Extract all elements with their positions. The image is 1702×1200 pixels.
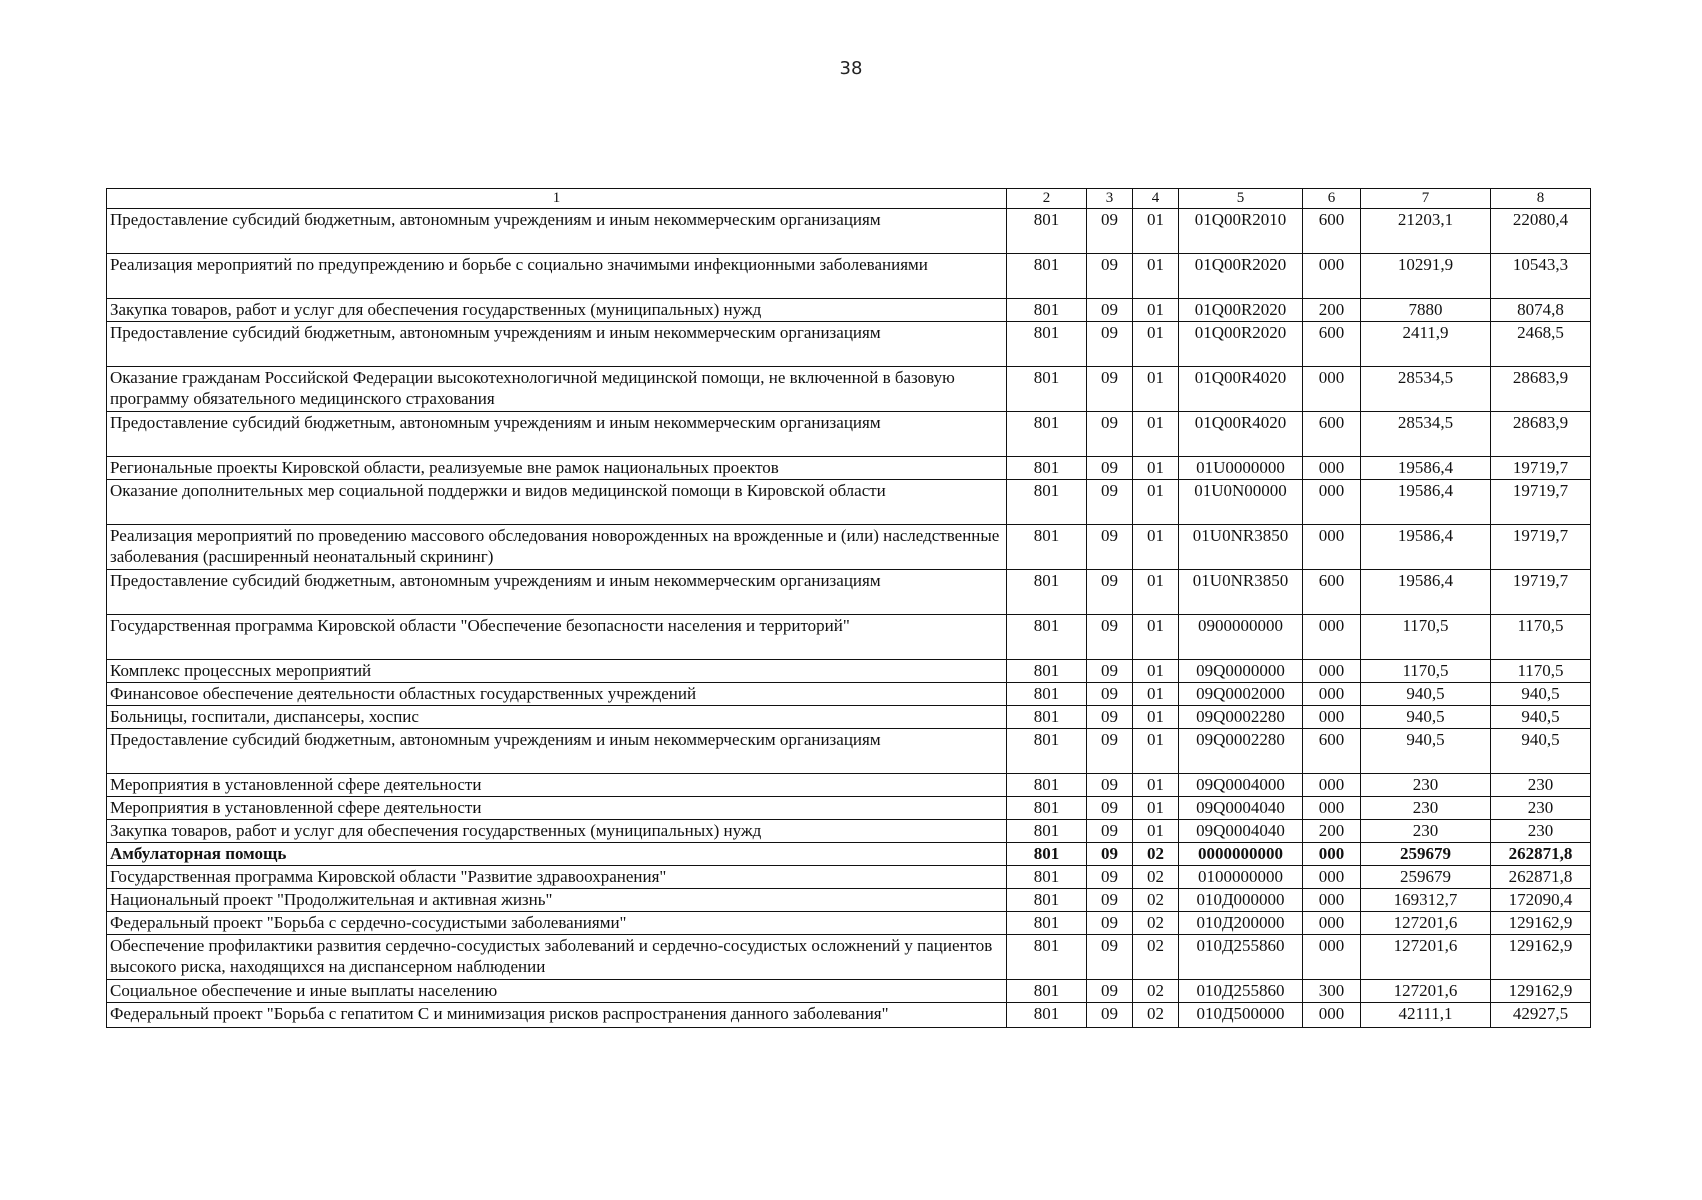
ministry-code-cell: 801 bbox=[1007, 299, 1087, 322]
expense-type-cell: 000 bbox=[1303, 866, 1361, 889]
ministry-code-cell: 801 bbox=[1007, 980, 1087, 1003]
row-name-cell: Федеральный проект "Борьба с гепатитом С и минимизация рисков распространения данного заболевания" bbox=[107, 1003, 1007, 1028]
section-cell: 09 bbox=[1087, 322, 1133, 367]
subsection-cell: 01 bbox=[1133, 480, 1179, 525]
section-cell: 09 bbox=[1087, 412, 1133, 457]
table-row bbox=[107, 889, 1591, 912]
expense-type-cell: 000 bbox=[1303, 480, 1361, 525]
section-cell: 09 bbox=[1087, 660, 1133, 683]
expense-type-cell: 600 bbox=[1303, 209, 1361, 254]
subsection-cell: 01 bbox=[1133, 525, 1179, 570]
amount-year1-cell: 28534,5 bbox=[1361, 412, 1491, 457]
section-cell: 09 bbox=[1087, 889, 1133, 912]
amount-year1-cell: 230 bbox=[1361, 797, 1491, 820]
section-cell: 09 bbox=[1087, 367, 1133, 412]
section-cell: 09 bbox=[1087, 866, 1133, 889]
expense-type-cell: 600 bbox=[1303, 412, 1361, 457]
amount-year2-cell: 262871,8 bbox=[1491, 843, 1591, 866]
row-name-cell: Больницы, госпитали, диспансеры, хоспис bbox=[107, 706, 1007, 729]
table-row bbox=[107, 1003, 1591, 1028]
section-cell: 09 bbox=[1087, 980, 1133, 1003]
amount-year2-cell: 230 bbox=[1491, 797, 1591, 820]
section-cell: 09 bbox=[1087, 1003, 1133, 1028]
amount-year2-cell: 129162,9 bbox=[1491, 912, 1591, 935]
table-row bbox=[107, 480, 1591, 525]
row-name-cell: Социальное обеспечение и иные выплаты населению bbox=[107, 980, 1007, 1003]
table-row bbox=[107, 706, 1591, 729]
ministry-code-cell: 801 bbox=[1007, 615, 1087, 660]
amount-year1-cell: 19586,4 bbox=[1361, 480, 1491, 525]
amount-year1-cell: 127201,6 bbox=[1361, 935, 1491, 980]
row-name-cell: Региональные проекты Кировской области, реализуемые вне рамок национальных проектов bbox=[107, 457, 1007, 480]
expense-type-cell: 000 bbox=[1303, 254, 1361, 299]
expense-type-cell: 000 bbox=[1303, 797, 1361, 820]
header-cell: 6 bbox=[1303, 189, 1361, 209]
header-cell: 4 bbox=[1133, 189, 1179, 209]
amount-year2-cell: 172090,4 bbox=[1491, 889, 1591, 912]
expense-type-cell: 000 bbox=[1303, 935, 1361, 980]
target-article-cell: 01Q00R2020 bbox=[1179, 322, 1303, 367]
section-cell: 09 bbox=[1087, 254, 1133, 299]
ministry-code-cell: 801 bbox=[1007, 912, 1087, 935]
amount-year1-cell: 1170,5 bbox=[1361, 660, 1491, 683]
table-row bbox=[107, 729, 1591, 774]
expense-type-cell: 000 bbox=[1303, 1003, 1361, 1028]
row-name-cell: Оказание дополнительных мер социальной поддержки и видов медицинской помощи в Кировской области bbox=[107, 480, 1007, 525]
amount-year2-cell: 1170,5 bbox=[1491, 660, 1591, 683]
header-cell: 1 bbox=[107, 189, 1007, 209]
amount-year1-cell: 259679 bbox=[1361, 866, 1491, 889]
target-article-cell: 01Q00R2020 bbox=[1179, 254, 1303, 299]
section-cell: 09 bbox=[1087, 299, 1133, 322]
target-article-cell: 010Д500000 bbox=[1179, 1003, 1303, 1028]
amount-year2-cell: 28683,9 bbox=[1491, 412, 1591, 457]
section-cell: 09 bbox=[1087, 774, 1133, 797]
target-article-cell: 09Q0002280 bbox=[1179, 706, 1303, 729]
table-row bbox=[107, 843, 1591, 866]
target-article-cell: 01Q00R4020 bbox=[1179, 412, 1303, 457]
ministry-code-cell: 801 bbox=[1007, 843, 1087, 866]
amount-year2-cell: 19719,7 bbox=[1491, 570, 1591, 615]
row-name-cell: Амбулаторная помощь bbox=[107, 843, 1007, 866]
target-article-cell: 09Q0004040 bbox=[1179, 820, 1303, 843]
amount-year2-cell: 940,5 bbox=[1491, 729, 1591, 774]
subsection-cell: 02 bbox=[1133, 935, 1179, 980]
subsection-cell: 01 bbox=[1133, 797, 1179, 820]
amount-year1-cell: 28534,5 bbox=[1361, 367, 1491, 412]
amount-year1-cell: 940,5 bbox=[1361, 729, 1491, 774]
subsection-cell: 01 bbox=[1133, 570, 1179, 615]
row-name-cell: Оказание гражданам Российской Федерации высокотехнологичной медицинской помощи, не включенной в базовую программу обязательного медицинского страхования bbox=[107, 367, 1007, 412]
table-row bbox=[107, 299, 1591, 322]
table-row bbox=[107, 912, 1591, 935]
target-article-cell: 01Q00R2020 bbox=[1179, 299, 1303, 322]
subsection-cell: 01 bbox=[1133, 254, 1179, 299]
table-row bbox=[107, 615, 1591, 660]
amount-year2-cell: 230 bbox=[1491, 774, 1591, 797]
table-row bbox=[107, 412, 1591, 457]
ministry-code-cell: 801 bbox=[1007, 683, 1087, 706]
section-cell: 09 bbox=[1087, 729, 1133, 774]
subsection-cell: 01 bbox=[1133, 774, 1179, 797]
table-row bbox=[107, 367, 1591, 412]
row-name-cell: Мероприятия в установленной сфере деятельности bbox=[107, 797, 1007, 820]
expense-type-cell: 000 bbox=[1303, 367, 1361, 412]
subsection-cell: 01 bbox=[1133, 706, 1179, 729]
amount-year2-cell: 19719,7 bbox=[1491, 480, 1591, 525]
amount-year1-cell: 1170,5 bbox=[1361, 615, 1491, 660]
row-name-cell: Государственная программа Кировской области "Обеспечение безопасности населения и территорий" bbox=[107, 615, 1007, 660]
ministry-code-cell: 801 bbox=[1007, 412, 1087, 457]
page-number: 38 bbox=[839, 58, 863, 79]
ministry-code-cell: 801 bbox=[1007, 1003, 1087, 1028]
amount-year2-cell: 129162,9 bbox=[1491, 935, 1591, 980]
ministry-code-cell: 801 bbox=[1007, 820, 1087, 843]
subsection-cell: 02 bbox=[1133, 912, 1179, 935]
target-article-cell: 01U0000000 bbox=[1179, 457, 1303, 480]
section-cell: 09 bbox=[1087, 209, 1133, 254]
section-cell: 09 bbox=[1087, 912, 1133, 935]
expense-type-cell: 000 bbox=[1303, 457, 1361, 480]
expense-type-cell: 600 bbox=[1303, 570, 1361, 615]
row-name-cell: Национальный проект "Продолжительная и активная жизнь" bbox=[107, 889, 1007, 912]
amount-year1-cell: 169312,7 bbox=[1361, 889, 1491, 912]
amount-year2-cell: 19719,7 bbox=[1491, 457, 1591, 480]
target-article-cell: 0000000000 bbox=[1179, 843, 1303, 866]
header-cell: 8 bbox=[1491, 189, 1591, 209]
section-cell: 09 bbox=[1087, 683, 1133, 706]
section-cell: 09 bbox=[1087, 706, 1133, 729]
subsection-cell: 01 bbox=[1133, 729, 1179, 774]
subsection-cell: 01 bbox=[1133, 820, 1179, 843]
row-name-cell: Финансовое обеспечение деятельности областных государственных учреждений bbox=[107, 683, 1007, 706]
table-row bbox=[107, 683, 1591, 706]
target-article-cell: 0100000000 bbox=[1179, 866, 1303, 889]
expense-type-cell: 000 bbox=[1303, 912, 1361, 935]
expense-type-cell: 300 bbox=[1303, 980, 1361, 1003]
amount-year2-cell: 230 bbox=[1491, 820, 1591, 843]
amount-year2-cell: 2468,5 bbox=[1491, 322, 1591, 367]
table-row bbox=[107, 525, 1591, 570]
ministry-code-cell: 801 bbox=[1007, 209, 1087, 254]
amount-year1-cell: 21203,1 bbox=[1361, 209, 1491, 254]
budget-table bbox=[106, 188, 1591, 1028]
table-row bbox=[107, 866, 1591, 889]
amount-year1-cell: 2411,9 bbox=[1361, 322, 1491, 367]
subsection-cell: 01 bbox=[1133, 615, 1179, 660]
header-cell: 7 bbox=[1361, 189, 1491, 209]
target-article-cell: 01Q00R2010 bbox=[1179, 209, 1303, 254]
section-cell: 09 bbox=[1087, 797, 1133, 820]
target-article-cell: 01U0NR3850 bbox=[1179, 525, 1303, 570]
target-article-cell: 010Д255860 bbox=[1179, 935, 1303, 980]
subsection-cell: 02 bbox=[1133, 889, 1179, 912]
subsection-cell: 01 bbox=[1133, 412, 1179, 457]
header-cell: 3 bbox=[1087, 189, 1133, 209]
ministry-code-cell: 801 bbox=[1007, 570, 1087, 615]
ministry-code-cell: 801 bbox=[1007, 889, 1087, 912]
amount-year1-cell: 127201,6 bbox=[1361, 912, 1491, 935]
expense-type-cell: 000 bbox=[1303, 774, 1361, 797]
row-name-cell: Предоставление субсидий бюджетным, автономным учреждениям и иным некоммерческим организациям bbox=[107, 570, 1007, 615]
amount-year1-cell: 19586,4 bbox=[1361, 570, 1491, 615]
table-row bbox=[107, 254, 1591, 299]
header-cell: 5 bbox=[1179, 189, 1303, 209]
subsection-cell: 02 bbox=[1133, 1003, 1179, 1028]
amount-year2-cell: 28683,9 bbox=[1491, 367, 1591, 412]
table-row bbox=[107, 774, 1591, 797]
row-name-cell: Федеральный проект "Борьба с сердечно-сосудистыми заболеваниями" bbox=[107, 912, 1007, 935]
target-article-cell: 01U0N00000 bbox=[1179, 480, 1303, 525]
amount-year2-cell: 8074,8 bbox=[1491, 299, 1591, 322]
row-name-cell: Государственная программа Кировской области "Развитие здравоохранения" bbox=[107, 866, 1007, 889]
subsection-cell: 01 bbox=[1133, 322, 1179, 367]
table-row bbox=[107, 660, 1591, 683]
subsection-cell: 02 bbox=[1133, 866, 1179, 889]
amount-year2-cell: 1170,5 bbox=[1491, 615, 1591, 660]
table-row bbox=[107, 820, 1591, 843]
target-article-cell: 09Q0004040 bbox=[1179, 797, 1303, 820]
ministry-code-cell: 801 bbox=[1007, 660, 1087, 683]
expense-type-cell: 200 bbox=[1303, 299, 1361, 322]
table-row bbox=[107, 570, 1591, 615]
expense-type-cell: 000 bbox=[1303, 706, 1361, 729]
section-cell: 09 bbox=[1087, 843, 1133, 866]
amount-year2-cell: 22080,4 bbox=[1491, 209, 1591, 254]
section-cell: 09 bbox=[1087, 820, 1133, 843]
table-row bbox=[107, 935, 1591, 980]
ministry-code-cell: 801 bbox=[1007, 706, 1087, 729]
section-cell: 09 bbox=[1087, 615, 1133, 660]
ministry-code-cell: 801 bbox=[1007, 797, 1087, 820]
table-row bbox=[107, 457, 1591, 480]
row-name-cell: Предоставление субсидий бюджетным, автономным учреждениям и иным некоммерческим организациям bbox=[107, 412, 1007, 457]
subsection-cell: 01 bbox=[1133, 457, 1179, 480]
table-row bbox=[107, 797, 1591, 820]
subsection-cell: 01 bbox=[1133, 299, 1179, 322]
ministry-code-cell: 801 bbox=[1007, 480, 1087, 525]
row-name-cell: Реализация мероприятий по предупреждению и борьбе с социально значимыми инфекционными заболеваниями bbox=[107, 254, 1007, 299]
expense-type-cell: 000 bbox=[1303, 660, 1361, 683]
amount-year2-cell: 10543,3 bbox=[1491, 254, 1591, 299]
expense-type-cell: 200 bbox=[1303, 820, 1361, 843]
ministry-code-cell: 801 bbox=[1007, 729, 1087, 774]
section-cell: 09 bbox=[1087, 457, 1133, 480]
header-cell: 2 bbox=[1007, 189, 1087, 209]
target-article-cell: 09Q0000000 bbox=[1179, 660, 1303, 683]
amount-year2-cell: 940,5 bbox=[1491, 706, 1591, 729]
target-article-cell: 01Q00R4020 bbox=[1179, 367, 1303, 412]
expense-type-cell: 000 bbox=[1303, 843, 1361, 866]
target-article-cell: 010Д255860 bbox=[1179, 980, 1303, 1003]
expense-type-cell: 000 bbox=[1303, 615, 1361, 660]
ministry-code-cell: 801 bbox=[1007, 367, 1087, 412]
amount-year1-cell: 42111,1 bbox=[1361, 1003, 1491, 1028]
expense-type-cell: 000 bbox=[1303, 683, 1361, 706]
ministry-code-cell: 801 bbox=[1007, 935, 1087, 980]
row-name-cell: Предоставление субсидий бюджетным, автономным учреждениям и иным некоммерческим организациям bbox=[107, 322, 1007, 367]
target-article-cell: 010Д200000 bbox=[1179, 912, 1303, 935]
subsection-cell: 01 bbox=[1133, 683, 1179, 706]
row-name-cell: Комплекс процессных мероприятий bbox=[107, 660, 1007, 683]
amount-year2-cell: 129162,9 bbox=[1491, 980, 1591, 1003]
ministry-code-cell: 801 bbox=[1007, 457, 1087, 480]
subsection-cell: 01 bbox=[1133, 367, 1179, 412]
subsection-cell: 02 bbox=[1133, 843, 1179, 866]
table-body bbox=[107, 189, 1591, 1028]
row-name-cell: Мероприятия в установленной сфере деятельности bbox=[107, 774, 1007, 797]
ministry-code-cell: 801 bbox=[1007, 525, 1087, 570]
row-name-cell: Обеспечение профилактики развития сердечно-сосудистых заболеваний и сердечно-сосудистых осложнений у пациентов высокого риска, находящихся на диспансерном наблюдении bbox=[107, 935, 1007, 980]
amount-year1-cell: 10291,9 bbox=[1361, 254, 1491, 299]
ministry-code-cell: 801 bbox=[1007, 866, 1087, 889]
amount-year1-cell: 940,5 bbox=[1361, 683, 1491, 706]
section-cell: 09 bbox=[1087, 480, 1133, 525]
target-article-cell: 09Q0002000 bbox=[1179, 683, 1303, 706]
amount-year2-cell: 262871,8 bbox=[1491, 866, 1591, 889]
amount-year2-cell: 19719,7 bbox=[1491, 525, 1591, 570]
target-article-cell: 01U0NR3850 bbox=[1179, 570, 1303, 615]
ministry-code-cell: 801 bbox=[1007, 774, 1087, 797]
section-cell: 09 bbox=[1087, 570, 1133, 615]
amount-year1-cell: 19586,4 bbox=[1361, 525, 1491, 570]
row-name-cell: Закупка товаров, работ и услуг для обеспечения государственных (муниципальных) нужд bbox=[107, 299, 1007, 322]
subsection-cell: 01 bbox=[1133, 209, 1179, 254]
expense-type-cell: 000 bbox=[1303, 525, 1361, 570]
target-article-cell: 09Q0004000 bbox=[1179, 774, 1303, 797]
target-article-cell: 0900000000 bbox=[1179, 615, 1303, 660]
target-article-cell: 09Q0002280 bbox=[1179, 729, 1303, 774]
amount-year1-cell: 230 bbox=[1361, 774, 1491, 797]
amount-year1-cell: 7880 bbox=[1361, 299, 1491, 322]
section-cell: 09 bbox=[1087, 525, 1133, 570]
table-row bbox=[107, 322, 1591, 367]
subsection-cell: 02 bbox=[1133, 980, 1179, 1003]
ministry-code-cell: 801 bbox=[1007, 322, 1087, 367]
amount-year1-cell: 230 bbox=[1361, 820, 1491, 843]
target-article-cell: 010Д000000 bbox=[1179, 889, 1303, 912]
expense-type-cell: 600 bbox=[1303, 322, 1361, 367]
section-cell: 09 bbox=[1087, 935, 1133, 980]
ministry-code-cell: 801 bbox=[1007, 254, 1087, 299]
row-name-cell: Закупка товаров, работ и услуг для обеспечения государственных (муниципальных) нужд bbox=[107, 820, 1007, 843]
expense-type-cell: 600 bbox=[1303, 729, 1361, 774]
amount-year2-cell: 940,5 bbox=[1491, 683, 1591, 706]
subsection-cell: 01 bbox=[1133, 660, 1179, 683]
amount-year1-cell: 940,5 bbox=[1361, 706, 1491, 729]
amount-year1-cell: 127201,6 bbox=[1361, 980, 1491, 1003]
header-row bbox=[107, 189, 1591, 209]
expense-type-cell: 000 bbox=[1303, 889, 1361, 912]
amount-year1-cell: 259679 bbox=[1361, 843, 1491, 866]
row-name-cell: Предоставление субсидий бюджетным, автономным учреждениям и иным некоммерческим организациям bbox=[107, 729, 1007, 774]
table-row bbox=[107, 209, 1591, 254]
row-name-cell: Реализация мероприятий по проведению массового обследования новорожденных на врожденные и (или) наследственные заболевания (расширенный неонатальный скрининг) bbox=[107, 525, 1007, 570]
amount-year1-cell: 19586,4 bbox=[1361, 457, 1491, 480]
row-name-cell: Предоставление субсидий бюджетным, автономным учреждениям и иным некоммерческим организациям bbox=[107, 209, 1007, 254]
amount-year2-cell: 42927,5 bbox=[1491, 1003, 1591, 1028]
table-row bbox=[107, 980, 1591, 1003]
